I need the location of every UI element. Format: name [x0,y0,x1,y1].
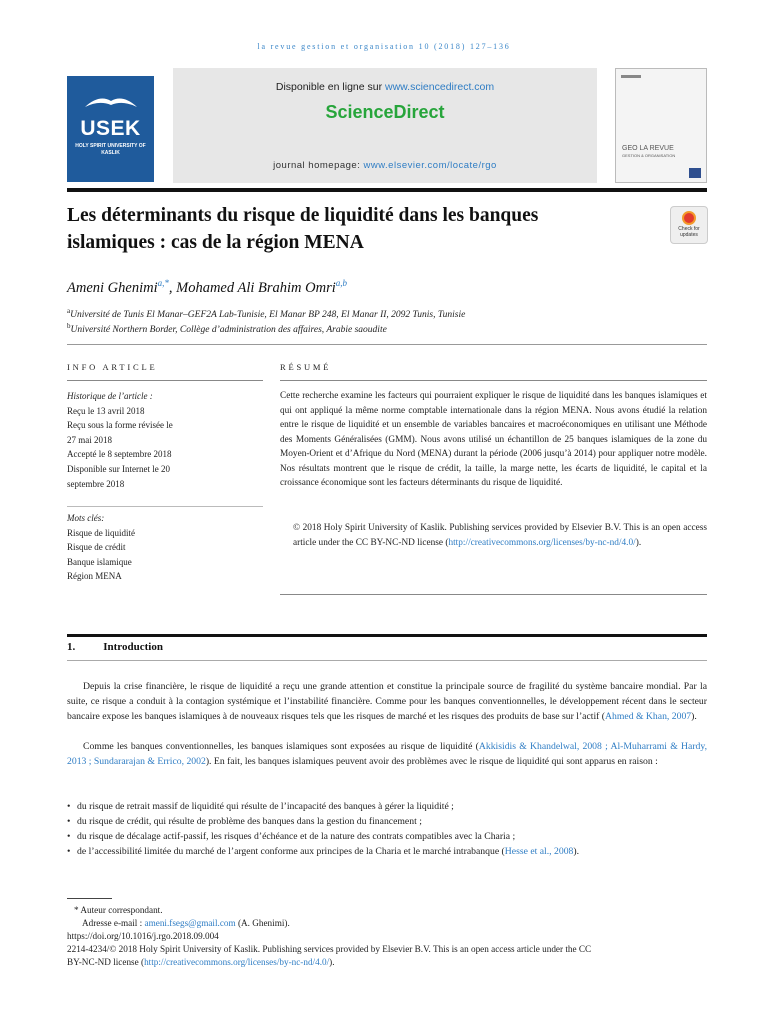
usek-logo [67,76,154,182]
keyword-item: Région MENA [67,571,122,582]
list-item: • de l’accessibilité limitée du marché de l’argent conforme aux principes de la Charia et le marché intrabanque (Hesse et al., 2008). [67,844,707,859]
sciencedirect-link[interactable]: www.sciencedirect.com [385,81,495,93]
running-head: la revue gestion et organisation 10 (2018) 127–136 [257,42,511,51]
affiliation-a: $^a$Université de Tunis El Manar–GEF2A Lab-Tunisie, El Manar BP 248, El Manar II, 2092 Tunis, Tunisie [67,307,466,321]
abstract-text: Cette recherche examine les facteurs qui pourraient expliquer le risque de liquidité dans les banques islamiques et qui ont appliqué la même norme comptable internationale dans la région MENA. Nous avons étudié la relation entre le risque de liquidité et un ensemble de variables bancaires et macroéconomiques en utilisant une Méthode des Moments Généralisées (GMM). Nous avons utilisé un échantillon de 25 banques islamiques de la zone du Moyen-Orient et d’Afrique du Nord (MENA) durant la période (2006 jusqu’à 2014) pour appliquer notre modèle. Nos résultats montrent que le risque de crédit, la taille, la marge nette, les écarts de liquidité, le capital et la croissance économique sont les facteurs déterminants du risque de liquidité. [280,391,707,488]
section-heading: 1. Introduction [67,641,163,653]
risk-list [67,799,707,859]
article-history: Historique de l’article : Reçu le 13 avril 2018 Reçu sous la forme révisée le 27 mai 2018 Accepté le 8 septembre 2018 Disponible sur Internet le 20 septembre 2018 [67,391,173,489]
keywords: Mots clés: Risque de liquidité Risque de crédit Banque islamique Région MENA [67,511,263,584]
author-name[interactable]: Ameni Ghenimi [67,279,158,296]
corresponding-note: * Auteur correspondant. [74,905,163,915]
citation-link[interactable]: Akkisidis & Khandelwal, 2008 ; Al-Muharrami & Hardy, 2013 ; Sundararajan & Errico, 2002 [67,741,707,767]
divider [67,506,263,507]
list-item: • du risque de crédit, qui résulte de problème des banques dans la gestion du financement ; [67,814,707,829]
logo-wordmark: USEK [80,117,141,140]
footnote-rule [67,898,112,899]
resume-heading: RÉSUMÉ [280,362,332,372]
crossmark-icon [682,211,696,225]
citation-link[interactable]: Ahmed & Khan, 2007 [605,711,692,722]
list-item: • du risque de décalage actif-passif, les risques d’échéance et de la nature des contrats compatibles avec la Charia ; [67,829,707,844]
keyword-item: Banque islamique [67,556,132,567]
divider [280,594,707,595]
list-item: • du risque de retrait massif de liquidité qui résulte de l’incapacité des banques à gérer la liquidité ; [67,799,707,814]
availability-line: Disponible en ligne sur www.sciencedirect.com [275,81,495,93]
divider [280,380,707,381]
journal-cover[interactable] [615,68,707,183]
intro-paragraph-1: Depuis la crise financière, le risque de liquidité a reçu une grande attention et constitue la principale source de fragilité du système bancaire mondial. Par la suite, ce risque a conduit à la contagion systémique et l’instabilité financière. Comme pour les banques conventionnelles, le développement récent dans le secteur bancaire expose les banques islamiques à de nouveaux risques tels que les risques de marché et les risques des produits de base sur l’actif (Ahmed & Khan, 2007). [67,681,707,722]
cover-publisher-badge [689,168,701,178]
info-article-heading: INFO ARTICLE [67,362,158,372]
divider [67,344,707,345]
doi-link[interactable]: https://doi.org/10.1016/j.rgo.2018.09.004 [67,931,219,941]
check-for-updates-button[interactable]: Check for updates [670,206,708,244]
section-rule [67,634,707,637]
keyword-item: Risque de liquidité [67,527,135,538]
affiliation-b: $^b$Université Northern Border, Collège d’administration des affaires, Arabie saoudite [67,322,387,336]
logo-subtitle: HOLY SPIRIT UNIVERSITY OF KASLIK [75,143,146,156]
header-rule [67,188,707,192]
abstract-copyright: © 2018 Holy Spirit University of Kaslik. Publishing services provided by Elsevier B.V. This is an open access article under the CC BY-NC-ND license (http://creativecommons.org/licenses/by-nc-nd/4.0/). [293,523,707,548]
license-line-2: BY-NC-ND license (http://creativecommons.org/licenses/by-nc-nd/4.0/). [67,957,335,967]
email-line: Adresse e-mail : ameni.fsegs@gmail.com (A. Ghenimi). [82,918,290,928]
author-list: Ameni Ghenimi$^{a,*}$, Mohamed Ali Brahim Omri$^{a,b}$ [67,278,347,296]
license-link[interactable]: http://creativecommons.org/licenses/by-nc-nd/4.0/ [448,537,636,548]
email-link[interactable]: ameni.fsegs@gmail.com [144,918,236,928]
article-title: Les déterminants du risque de liquidité dans les banques islamiques : cas de la région MENA [67,205,539,253]
journal-homepage-link[interactable]: www.elsevier.com/locate/rgo [363,160,497,171]
journal-homepage-line: journal homepage: www.elsevier.com/locate/rgo [273,160,497,171]
keyword-item: Risque de crédit [67,542,126,553]
publisher-banner [173,68,597,183]
author-name[interactable]: Mohamed Ali Brahim Omri [176,279,336,296]
divider [67,660,707,661]
cover-title: GEO LA REVUE GESTION & ORGANISATION [622,145,676,158]
citation-link[interactable]: Hesse et al., 2008 [504,846,574,857]
sciencedirect-brand: ScienceDirect [325,102,445,122]
license-link[interactable]: http://creativecommons.org/licenses/by-nc-nd/4.0/ [144,957,330,967]
cover-header-mark [621,75,641,78]
divider [67,380,263,381]
intro-paragraph-2: Comme les banques conventionnelles, les banques islamiques sont exposées au risque de liquidité (Akkisidis & Khandelwal, 2008 ; Al-Muharrami & Hardy, 2013 ; Sundararajan & Errico, 2002). En fait, les banques islamiques peuvent avoir des problèmes avec le risque de liquidité qui sont apparus en raison : [67,741,707,767]
bird-emblem-icon [81,92,141,110]
license-line-1: 2214-4234/© 2018 Holy Spirit University of Kaslik. Publishing services provided by Elsevier B.V. This is an open access article under the CC [67,944,592,954]
